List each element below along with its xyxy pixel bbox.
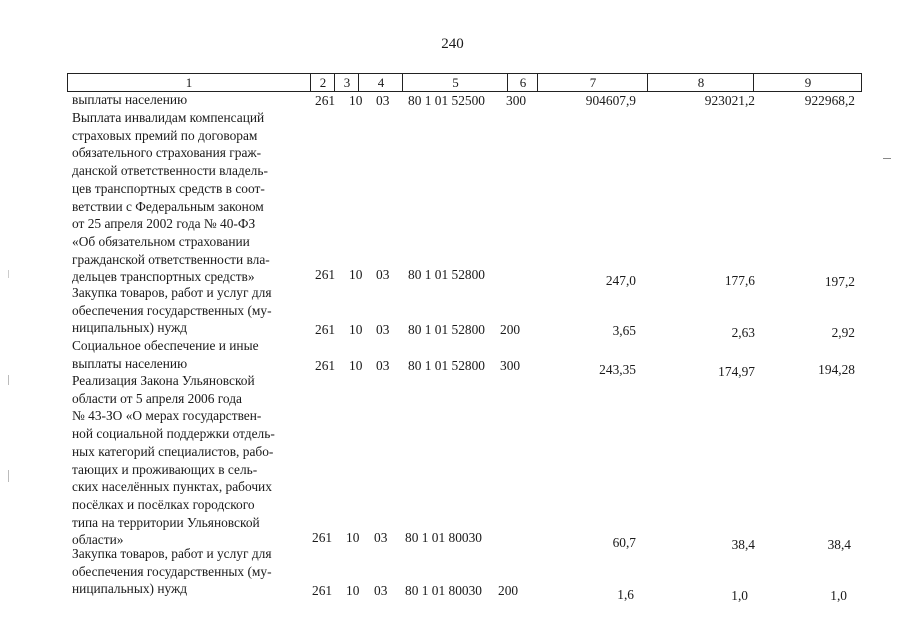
description-line: области» bbox=[72, 532, 124, 548]
code-col-3: 10 bbox=[346, 530, 360, 545]
column-header-4: 4 bbox=[358, 74, 403, 91]
code-col-3: 10 bbox=[349, 322, 363, 337]
code-col-5: 80 1 01 52800 bbox=[408, 322, 485, 337]
column-header-1: 1 bbox=[185, 75, 193, 90]
description-line: гражданской ответственности вла- bbox=[72, 251, 270, 267]
code-col-5: 80 1 01 52800 bbox=[408, 358, 485, 373]
description-line: ветствии с Федеральным законом bbox=[72, 198, 264, 214]
value-col-9: 197,2 bbox=[824, 274, 855, 289]
code-col-2: 261 bbox=[315, 267, 336, 282]
code-col-3: 10 bbox=[349, 358, 363, 373]
column-header-3: 3 bbox=[334, 74, 359, 91]
description-line: ных категорий специалистов, рабо- bbox=[72, 443, 274, 459]
column-header-6: 6 bbox=[507, 74, 538, 91]
description-line: дельцев транспортных средств» bbox=[72, 269, 255, 285]
column-header-5: 5 bbox=[402, 74, 508, 91]
description-line: обеспечения государственных (му- bbox=[72, 302, 272, 318]
value-col-9: 38,4 bbox=[827, 537, 851, 552]
code-col-2: 261 bbox=[312, 583, 333, 598]
column-header-9: 9 bbox=[753, 74, 862, 91]
value-col-7: 247,0 bbox=[605, 273, 636, 288]
value-col-8: 177,6 bbox=[724, 273, 755, 288]
description-line: области от 5 апреля 2006 года bbox=[72, 390, 242, 406]
description-line: ских населённых пунктах, рабочих bbox=[72, 479, 272, 495]
code-col-4: 03 bbox=[376, 358, 390, 373]
description-line: ной социальной поддержки отдель- bbox=[72, 426, 275, 442]
description-line: обязательного страхования граж- bbox=[72, 145, 262, 161]
value-col-7: 243,35 bbox=[599, 362, 636, 377]
code-col-3: 10 bbox=[349, 267, 363, 282]
row-description bbox=[72, 545, 304, 598]
description-line: выплаты населению bbox=[72, 355, 188, 371]
value-col-9: 1,0 bbox=[830, 588, 847, 603]
row-description bbox=[72, 109, 304, 286]
value-col-9: 922968,2 bbox=[804, 93, 855, 108]
code-col-5: 80 1 01 52800 bbox=[408, 267, 485, 282]
column-header-7: 7 bbox=[537, 74, 648, 91]
scan-mark bbox=[8, 375, 9, 385]
description-line: типа на территории Ульяновской bbox=[72, 514, 260, 530]
description-line: ниципальных) нужд bbox=[72, 320, 188, 336]
value-col-8: 1,0 bbox=[731, 588, 748, 603]
code-col-6: 300 bbox=[506, 93, 527, 108]
code-col-2: 261 bbox=[315, 358, 336, 373]
code-col-4: 03 bbox=[376, 93, 390, 108]
description-line: «Об обязательном страховании bbox=[72, 233, 250, 249]
code-col-2: 261 bbox=[315, 93, 336, 108]
value-col-7: 904607,9 bbox=[585, 93, 636, 108]
description-line: тающих и проживающих в сель- bbox=[72, 461, 258, 477]
code-col-6: 300 bbox=[500, 358, 521, 373]
description-line: № 43-ЗО «О мерах государствен- bbox=[72, 408, 262, 424]
code-col-5: 80 1 01 80030 bbox=[405, 530, 482, 545]
page-number: 240 bbox=[441, 36, 464, 52]
code-col-2: 261 bbox=[315, 322, 336, 337]
value-col-9: 194,28 bbox=[818, 362, 855, 377]
row-description bbox=[72, 284, 304, 337]
description-line: данской ответственности владель- bbox=[72, 163, 268, 179]
code-col-4: 03 bbox=[376, 322, 390, 337]
row-description bbox=[72, 337, 304, 372]
value-col-7: 60,7 bbox=[612, 535, 636, 550]
description-line: Выплата инвалидам компенсаций bbox=[72, 110, 265, 125]
row-description bbox=[72, 91, 304, 109]
value-col-7: 3,65 bbox=[612, 323, 636, 338]
code-col-6: 200 bbox=[500, 322, 521, 337]
description-line: обеспечения государственных (му- bbox=[72, 563, 272, 579]
description-line: страховых премий по договорам bbox=[72, 127, 258, 143]
description-line: выплаты населению bbox=[72, 92, 188, 107]
code-col-2: 261 bbox=[312, 530, 333, 545]
column-header-2: 2 bbox=[310, 74, 335, 91]
value-col-8: 2,63 bbox=[731, 325, 755, 340]
description-line: Закупка товаров, работ и услуг для bbox=[72, 546, 272, 561]
scan-mark bbox=[883, 158, 891, 159]
row-description bbox=[72, 372, 304, 549]
value-col-9: 2,92 bbox=[831, 325, 855, 340]
description-line: ниципальных) нужд bbox=[72, 581, 188, 597]
code-col-4: 03 bbox=[376, 267, 390, 282]
scan-mark bbox=[8, 470, 9, 482]
value-col-8: 38,4 bbox=[731, 537, 755, 552]
description-line: от 25 апреля 2002 года № 40-ФЗ bbox=[72, 216, 256, 232]
value-col-7: 1,6 bbox=[617, 587, 634, 602]
column-header-row bbox=[67, 73, 862, 92]
description-line: цев транспортных средств в соот- bbox=[72, 180, 265, 196]
code-col-3: 10 bbox=[349, 93, 363, 108]
column-header-8: 8 bbox=[647, 74, 754, 91]
value-col-8: 923021,2 bbox=[704, 93, 755, 108]
description-line: Реализация Закона Ульяновской bbox=[72, 373, 255, 388]
code-col-6: 200 bbox=[498, 583, 519, 598]
code-col-4: 03 bbox=[374, 583, 388, 598]
code-col-5: 80 1 01 52500 bbox=[408, 93, 485, 108]
description-line: посёлках и посёлках городского bbox=[72, 496, 255, 512]
description-line: Закупка товаров, работ и услуг для bbox=[72, 285, 272, 300]
description-line: Социальное обеспечение и иные bbox=[72, 338, 259, 353]
code-col-3: 10 bbox=[346, 583, 360, 598]
value-col-8: 174,97 bbox=[718, 364, 755, 379]
scan-mark bbox=[8, 270, 9, 278]
code-col-4: 03 bbox=[374, 530, 388, 545]
code-col-5: 80 1 01 80030 bbox=[405, 583, 482, 598]
